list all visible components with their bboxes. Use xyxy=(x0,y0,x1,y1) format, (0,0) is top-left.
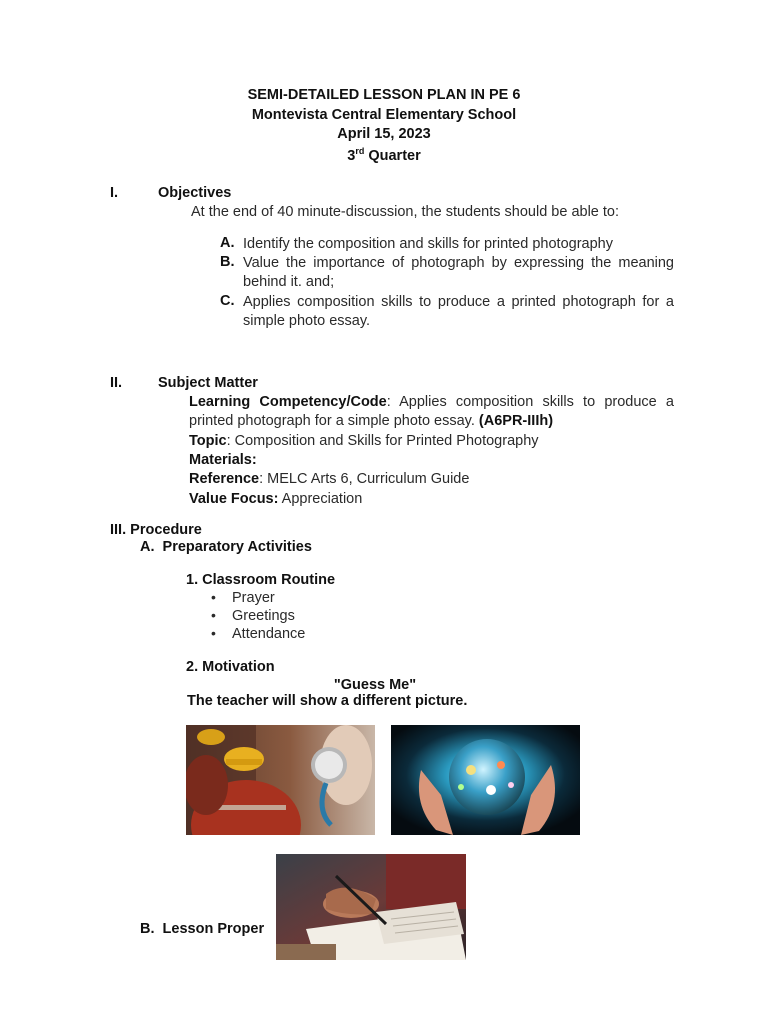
bullet-icon: • xyxy=(211,589,216,605)
objective-letter: C. xyxy=(220,293,235,309)
preparatory-activities-heading: A. Preparatory Activities xyxy=(140,539,312,555)
materials-label: Materials: xyxy=(189,452,257,468)
document-title: SEMI-DETAILED LESSON PLAN IN PE 6 xyxy=(247,87,521,103)
objective-item: Value the importance of photograph by expressing the meaning behind it. and; xyxy=(243,255,674,290)
lesson-date: April 15, 2023 xyxy=(337,126,431,142)
procedure-heading: III. Procedure xyxy=(110,522,202,538)
section-numeral-1: I. xyxy=(110,185,119,201)
bullet-icon: • xyxy=(211,625,216,641)
reference-line: Reference: MELC Arts 6, Curriculum Guide xyxy=(189,471,470,487)
motivation-heading: 2. Motivation xyxy=(186,659,275,675)
game-title: "Guess Me" xyxy=(333,677,417,693)
globe-hands-photo xyxy=(391,725,580,835)
writing-hand-photo xyxy=(276,854,466,960)
objective-letter: A. xyxy=(220,235,235,251)
school-name: Montevista Central Elementary School xyxy=(251,107,517,123)
section-numeral-2: II. xyxy=(110,375,123,391)
value-focus-line: Value Focus: Appreciation xyxy=(189,491,363,507)
routine-item: Attendance xyxy=(232,626,306,642)
game-instruction: The teacher will show a different picture. xyxy=(187,693,468,709)
quarter-label: 3rd Quarter xyxy=(347,146,421,164)
subject-matter-heading: Subject Matter xyxy=(158,375,258,391)
routine-item: Greetings xyxy=(232,608,295,624)
objective-item: Identify the composition and skills for printed photography xyxy=(243,236,613,252)
workers-stethoscope-photo xyxy=(186,725,375,835)
topic-line: Topic: Composition and Skills for Printed Photography xyxy=(189,433,539,449)
objectives-heading: Objectives xyxy=(158,185,232,201)
objective-letter: B. xyxy=(220,254,235,270)
routine-item: Prayer xyxy=(232,590,275,606)
classroom-routine-heading: 1. Classroom Routine xyxy=(186,572,336,588)
bullet-icon: • xyxy=(211,607,216,623)
objective-item: Applies composition skills to produce a printed photograph for a simple photo essay. xyxy=(243,294,674,329)
objectives-intro: At the end of 40 minute-discussion, the students should be able to: xyxy=(191,204,620,220)
learning-competency: Learning Competency/Code: Applies composition skills to produce a printed photograph for a simple photo essay. (A6PR-IIIh) xyxy=(189,394,674,429)
lesson-proper-heading: B. Lesson Proper xyxy=(140,921,265,937)
